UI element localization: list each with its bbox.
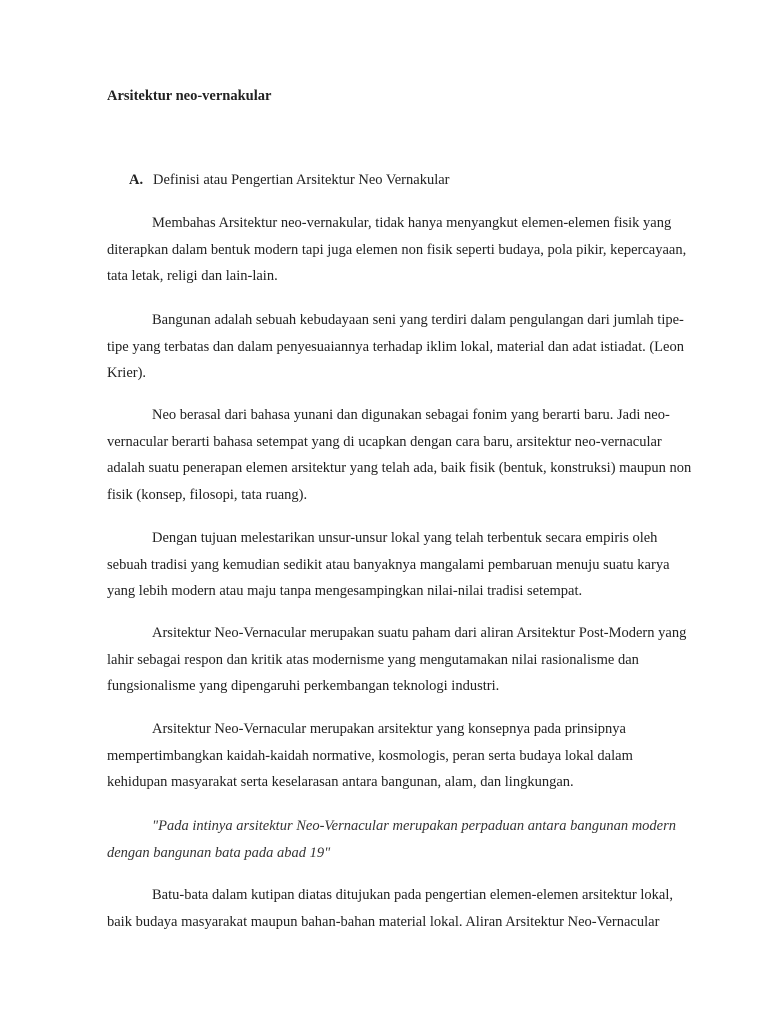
- paragraph-line: Batu-bata dalam kutipan diatas ditujukan pada pengertian elemen-elemen arsitektur lokal,: [152, 887, 674, 903]
- paragraph: [107, 307, 719, 387]
- document-page: [107, 0, 719, 1024]
- paragraph-line: Arsitektur Neo-Vernacular merupakan arsitektur yang konsepnya pada prinsipnya: [152, 721, 626, 737]
- paragraph-line: mempertimbangkan kaidah-kaidah normative, kosmologis, peran serta budaya lokal dalam: [107, 747, 633, 764]
- quote-paragraph: [107, 813, 719, 866]
- paragraph-line: fisik (konsep, filosopi, tata ruang).: [107, 486, 308, 503]
- paragraph-line: Dengan tujuan melestarikan unsur-unsur lokal yang telah terbentuk secara empiris oleh: [152, 530, 658, 546]
- paragraph: [107, 882, 719, 935]
- paragraph-line: tipe yang terbatas dan dalam penyesuaiannya terhadap iklim lokal, material dan adat istiadat. (Leon: [107, 338, 684, 355]
- paragraph-line: vernacular berarti bahasa setempat yang di ucapkan dengan cara baru, arsitektur neo-vernacular: [107, 433, 662, 450]
- paragraph-line: Neo berasal dari bahasa yunani dan digunakan sebagai fonim yang berarti baru. Jadi neo-: [152, 407, 670, 423]
- paragraph-line: Arsitektur Neo-Vernacular merupakan suatu paham dari aliran Arsitektur Post-Modern yang: [152, 625, 687, 641]
- document-title: Arsitektur neo-vernakular: [107, 88, 272, 104]
- paragraph-line: kehidupan masyarakat serta keselarasan antara bangunan, alam, dan lingkungan.: [107, 774, 574, 791]
- paragraph-line: diterapkan dalam bentuk modern tapi juga elemen non fisik seperti budaya, pola pikir, kepercayaan,: [107, 241, 687, 258]
- paragraph-line: yang lebih modern atau maju tanpa mengesampingkan nilai-nilai tradisi setempat.: [107, 583, 583, 600]
- paragraph: [107, 402, 719, 508]
- paragraph-line: dengan bangunan bata pada abad 19": [107, 844, 331, 861]
- paragraph-line: lahir sebagai respon dan kritik atas modernisme yang mengutamakan nilai rasionalisme dan: [107, 651, 639, 668]
- paragraph: [107, 525, 719, 605]
- section-letter: A.: [129, 172, 144, 188]
- paragraph: [107, 620, 719, 700]
- paragraph-line: "Pada intinya arsitektur Neo-Vernacular merupakan perpaduan antara bangunan modern: [152, 818, 677, 834]
- paragraph: [107, 210, 719, 290]
- section-heading-text: Definisi atau Pengertian Arsitektur Neo Vernakular: [153, 172, 450, 188]
- paragraph-line: Bangunan adalah sebuah kebudayaan seni yang terdiri dalam pengulangan dari jumlah tipe-: [152, 312, 684, 328]
- paragraph-line: Krier).: [107, 365, 147, 382]
- paragraph-line: Membahas Arsitektur neo-vernakular, tidak hanya menyangkut elemen-elemen fisik yang: [152, 215, 672, 231]
- section-heading: [129, 172, 450, 189]
- paragraph: [107, 716, 719, 796]
- paragraph-line: fungsionalisme yang dipengaruhi perkembangan teknologi industri.: [107, 678, 500, 695]
- paragraph-line: baik budaya masyarakat maupun bahan-bahan material lokal. Aliran Arsitektur Neo-Vernacular: [107, 913, 660, 930]
- paragraph-line: sebuah tradisi yang kemudian sedikit atau banyaknya mangalami pembaruan menuju suatu karya: [107, 556, 670, 573]
- paragraph-line: adalah suatu penerapan elemen arsitektur yang telah ada, baik fisik (bentuk, konstruksi) maupun non: [107, 460, 692, 477]
- paragraph-line: tata letak, religi dan lain-lain.: [107, 268, 278, 285]
